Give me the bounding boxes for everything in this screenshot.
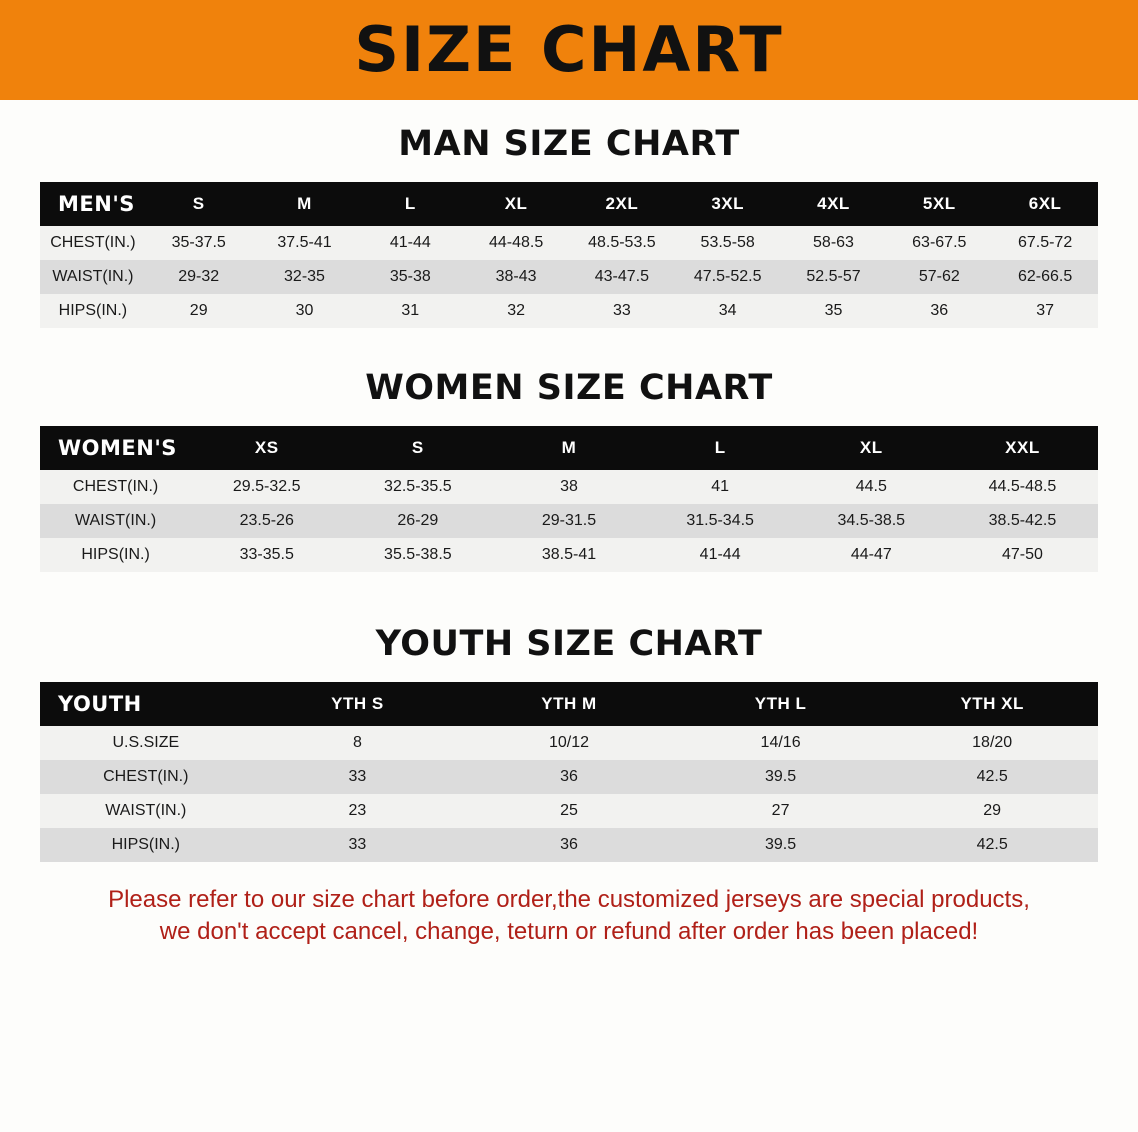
- table-cell: 37.5-41: [252, 226, 358, 260]
- row-label: WAIST(IN.): [40, 260, 146, 294]
- column-header: WOMEN'S: [40, 426, 191, 470]
- table-cell: 52.5-57: [781, 260, 887, 294]
- table-cell: 41-44: [357, 226, 463, 260]
- table-cell: 26-29: [342, 504, 493, 538]
- column-header: XL: [463, 182, 569, 226]
- row-label: HIPS(IN.): [40, 294, 146, 328]
- column-header: MEN'S: [40, 182, 146, 226]
- table-cell: 35.5-38.5: [342, 538, 493, 572]
- table-cell: 48.5-53.5: [569, 226, 675, 260]
- column-header: YTH L: [675, 682, 887, 726]
- table-cell: 30: [252, 294, 358, 328]
- row-label: CHEST(IN.): [40, 226, 146, 260]
- column-header: M: [493, 426, 644, 470]
- column-header: 4XL: [781, 182, 887, 226]
- table-cell: 36: [886, 294, 992, 328]
- column-header: XS: [191, 426, 342, 470]
- table-cell: 23: [252, 794, 464, 828]
- table-row: [40, 294, 1098, 328]
- column-header: 2XL: [569, 182, 675, 226]
- table-cell: 33: [252, 760, 464, 794]
- table-cell: 57-62: [886, 260, 992, 294]
- table-cell: 42.5: [886, 828, 1098, 862]
- row-label: HIPS(IN.): [40, 828, 252, 862]
- table-cell: 38.5-42.5: [947, 504, 1098, 538]
- table-cell: 27: [675, 794, 887, 828]
- column-header: YTH S: [252, 682, 464, 726]
- table-row: [40, 760, 1098, 794]
- table-row: [40, 726, 1098, 760]
- table-cell: 41: [645, 470, 796, 504]
- table-cell: 29-32: [146, 260, 252, 294]
- table-cell: 34.5-38.5: [796, 504, 947, 538]
- table-row: [40, 794, 1098, 828]
- table-row: [40, 828, 1098, 862]
- column-header: YTH M: [463, 682, 675, 726]
- row-label: WAIST(IN.): [40, 504, 191, 538]
- women-size-table: [40, 426, 1098, 572]
- man-table-wrap: [40, 182, 1098, 328]
- table-cell: 42.5: [886, 760, 1098, 794]
- table-cell: 8: [252, 726, 464, 760]
- table-cell: 34: [675, 294, 781, 328]
- table-cell: 29.5-32.5: [191, 470, 342, 504]
- page-title: SIZE CHART: [354, 13, 784, 86]
- table-cell: 35-38: [357, 260, 463, 294]
- table-cell: 67.5-72: [992, 226, 1098, 260]
- table-cell: 29-31.5: [493, 504, 644, 538]
- table-row: [40, 260, 1098, 294]
- table-cell: 53.5-58: [675, 226, 781, 260]
- youth-section-heading: YOUTH SIZE CHART: [375, 624, 763, 664]
- column-header: YOUTH: [40, 682, 252, 726]
- table-row: [40, 504, 1098, 538]
- table-cell: 32-35: [252, 260, 358, 294]
- table-cell: 31.5-34.5: [645, 504, 796, 538]
- table-cell: 33-35.5: [191, 538, 342, 572]
- table-cell: 63-67.5: [886, 226, 992, 260]
- column-header: S: [146, 182, 252, 226]
- table-cell: 29: [886, 794, 1098, 828]
- row-label: U.S.SIZE: [40, 726, 252, 760]
- table-cell: 29: [146, 294, 252, 328]
- disclaimer-line-1: Please refer to our size chart before order,the customized jerseys are special products,: [108, 886, 1030, 913]
- women-table-wrap: [40, 426, 1098, 572]
- table-cell: 36: [463, 828, 675, 862]
- column-header: 5XL: [886, 182, 992, 226]
- column-header: 3XL: [675, 182, 781, 226]
- table-header-row: [40, 682, 1098, 726]
- table-cell: 32.5-35.5: [342, 470, 493, 504]
- disclaimer-line-2: we don't accept cancel, change, teturn or refund after order has been placed!: [159, 918, 979, 946]
- column-header: XL: [796, 426, 947, 470]
- disclaimer-note: [34, 884, 1104, 949]
- column-header: 6XL: [992, 182, 1098, 226]
- table-cell: 44.5-48.5: [947, 470, 1098, 504]
- row-label: CHEST(IN.): [40, 470, 191, 504]
- table-cell: 47.5-52.5: [675, 260, 781, 294]
- column-header: L: [645, 426, 796, 470]
- table-cell: 41-44: [645, 538, 796, 572]
- table-cell: 38: [493, 470, 644, 504]
- table-cell: 10/12: [463, 726, 675, 760]
- column-header: S: [342, 426, 493, 470]
- youth-size-table: [40, 682, 1098, 862]
- table-cell: 33: [252, 828, 464, 862]
- table-cell: 58-63: [781, 226, 887, 260]
- table-cell: 18/20: [886, 726, 1098, 760]
- table-cell: 38.5-41: [493, 538, 644, 572]
- man-size-table: [40, 182, 1098, 328]
- row-label: HIPS(IN.): [40, 538, 191, 572]
- table-cell: 35-37.5: [146, 226, 252, 260]
- table-cell: 44-48.5: [463, 226, 569, 260]
- row-label: WAIST(IN.): [40, 794, 252, 828]
- table-cell: 32: [463, 294, 569, 328]
- table-cell: 25: [463, 794, 675, 828]
- page-banner: [0, 0, 1138, 100]
- column-header: M: [252, 182, 358, 226]
- table-cell: 37: [992, 294, 1098, 328]
- table-cell: 44-47: [796, 538, 947, 572]
- table-cell: 62-66.5: [992, 260, 1098, 294]
- youth-table-wrap: [40, 682, 1098, 862]
- table-cell: 14/16: [675, 726, 887, 760]
- table-cell: 39.5: [675, 828, 887, 862]
- table-header-row: [40, 182, 1098, 226]
- table-cell: 38-43: [463, 260, 569, 294]
- table-cell: 23.5-26: [191, 504, 342, 538]
- table-row: [40, 470, 1098, 504]
- table-header-row: [40, 426, 1098, 470]
- table-cell: 33: [569, 294, 675, 328]
- table-cell: 44.5: [796, 470, 947, 504]
- table-cell: 39.5: [675, 760, 887, 794]
- women-section-heading: WOMEN SIZE CHART: [365, 368, 773, 408]
- column-header: L: [357, 182, 463, 226]
- table-cell: 36: [463, 760, 675, 794]
- table-cell: 31: [357, 294, 463, 328]
- table-cell: 43-47.5: [569, 260, 675, 294]
- row-label: CHEST(IN.): [40, 760, 252, 794]
- column-header: YTH XL: [886, 682, 1098, 726]
- table-row: [40, 226, 1098, 260]
- column-header: XXL: [947, 426, 1098, 470]
- table-row: [40, 538, 1098, 572]
- table-cell: 47-50: [947, 538, 1098, 572]
- man-section-heading: MAN SIZE CHART: [398, 124, 740, 164]
- table-cell: 35: [781, 294, 887, 328]
